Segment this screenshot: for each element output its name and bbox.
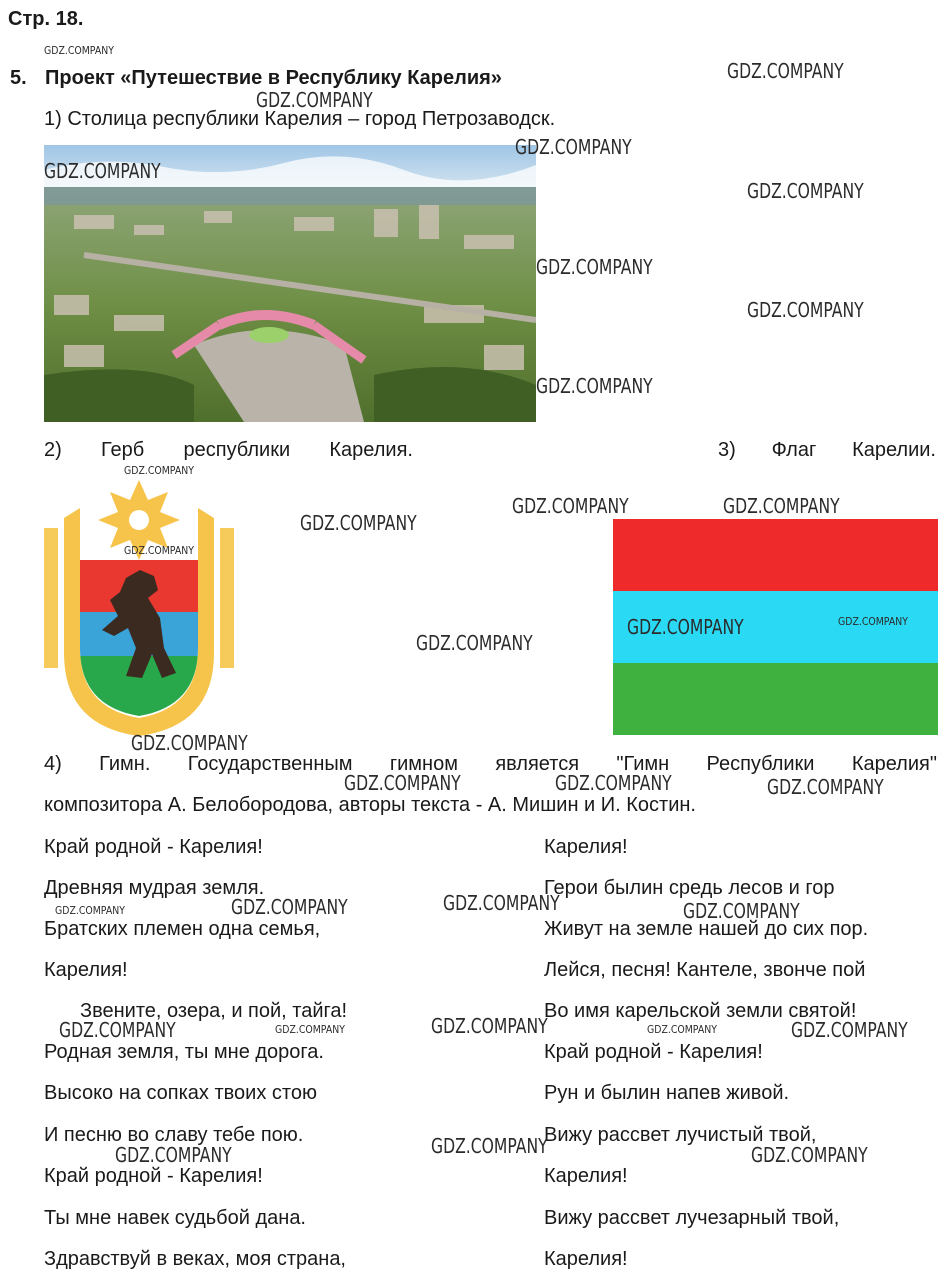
watermark: GDZ.COMPANY <box>44 44 114 57</box>
watermark: GDZ.COMPANY <box>124 464 194 477</box>
anthem-authors-line: композитора А. Белобородова, авторы текста - А. Мишин и И. Костин. <box>44 794 696 816</box>
watermark: GDZ.COMPANY <box>231 895 348 919</box>
caption-word: 2) <box>44 439 62 461</box>
watermark: GDZ.COMPANY <box>515 135 632 159</box>
poem-left-line: Братских племен одна семья, <box>44 918 321 940</box>
poem-left-line: Высоко на сопках твоих стою <box>44 1082 317 1104</box>
poem-left-line: Край родной - Карелия! <box>44 1165 263 1187</box>
watermark: GDZ.COMPANY <box>747 179 864 203</box>
caption-word: Флаг <box>771 439 817 461</box>
city-aerial-image <box>44 145 536 422</box>
caption-word: 3) <box>718 439 736 461</box>
anthem-word: является <box>495 753 580 775</box>
poem-left-line: Здравствуй в веках, моя страна, <box>44 1248 346 1270</box>
poem-left-line: Древняя мудрая земля. <box>44 877 265 899</box>
anthem-word: Карелия" <box>851 753 937 775</box>
poem-right-line: Вижу рассвет лучезарный твой, <box>544 1207 840 1229</box>
watermark: GDZ.COMPANY <box>536 255 653 279</box>
watermark: GDZ.COMPANY <box>443 891 560 915</box>
watermark: GDZ.COMPANY <box>747 298 864 322</box>
flag-green-stripe <box>613 663 938 735</box>
poem-left-line: Родная земля, ты мне дорога. <box>44 1041 324 1063</box>
watermark: GDZ.COMPANY <box>791 1018 908 1042</box>
task-heading <box>10 67 502 90</box>
watermark: GDZ.COMPANY <box>647 1023 717 1036</box>
watermark: GDZ.COMPANY <box>59 1018 176 1042</box>
poem-right-line: Карелия! <box>544 1165 628 1187</box>
poem-right-line: Карелия! <box>544 836 628 858</box>
watermark: GDZ.COMPANY <box>275 1023 345 1036</box>
anthem-word: гимном <box>389 753 458 775</box>
watermark: GDZ.COMPANY <box>416 631 533 655</box>
poem-left-line: Звените, озера, и пой, тайга! <box>80 1000 348 1022</box>
poem-right-line: Во имя карельской земли святой! <box>544 1000 857 1022</box>
anthem-intro-line <box>44 753 937 776</box>
watermark: GDZ.COMPANY <box>431 1134 548 1158</box>
poem-right-line: Край родной - Карелия! <box>544 1041 763 1063</box>
watermark: GDZ.COMPANY <box>627 615 744 639</box>
poem-right-line: Рун и былин напев живой. <box>544 1082 790 1104</box>
petrozavodsk-photo <box>44 145 536 422</box>
watermark: GDZ.COMPANY <box>512 494 629 518</box>
karelia-coat-of-arms <box>44 478 234 736</box>
anthem-word: 4) <box>44 753 62 775</box>
watermark: GDZ.COMPANY <box>115 1143 232 1167</box>
page-label: Стр. 18. <box>8 8 84 30</box>
poem-right-line: Живут на земле нашей до сих пор. <box>544 918 869 940</box>
caption-word: Герб <box>101 439 145 461</box>
caption-word: республики <box>183 439 291 461</box>
watermark: GDZ.COMPANY <box>751 1143 868 1167</box>
watermark: GDZ.COMPANY <box>555 771 672 795</box>
task-number: 5. <box>10 67 27 89</box>
caption-word: Карелии. <box>852 439 936 461</box>
poem-left-line: Край родной - Карелия! <box>44 836 263 858</box>
poem-right-line: Карелия! <box>544 1248 628 1270</box>
caption-word: Карелия. <box>329 439 413 461</box>
watermark: GDZ.COMPANY <box>124 544 194 557</box>
watermark: GDZ.COMPANY <box>300 511 417 535</box>
watermark: GDZ.COMPANY <box>536 374 653 398</box>
capital-line: 1) Столица республики Карелия – город Петрозаводск. <box>44 108 556 130</box>
anthem-word: Гимн. <box>99 753 151 775</box>
poem-left-line: Ты мне навек судьбой дана. <box>44 1207 306 1229</box>
poem-left-line: И песню во славу тебе пою. <box>44 1124 304 1146</box>
watermark: GDZ.COMPANY <box>44 159 161 183</box>
poem-right-line: Герои былин средь лесов и гор <box>544 877 835 899</box>
watermark: GDZ.COMPANY <box>131 731 248 755</box>
watermark: GDZ.COMPANY <box>344 771 461 795</box>
watermark: GDZ.COMPANY <box>723 494 840 518</box>
poem-right-line: Лейся, песня! Кантеле, звонче пой <box>544 959 866 981</box>
poem-left-line: Карелия! <box>44 959 128 981</box>
watermark: GDZ.COMPANY <box>727 59 844 83</box>
watermark: GDZ.COMPANY <box>256 88 373 112</box>
anthem-word: Республики <box>706 753 815 775</box>
coat-of-arms-caption <box>44 439 413 462</box>
watermark: GDZ.COMPANY <box>431 1014 548 1038</box>
watermark: GDZ.COMPANY <box>767 775 884 799</box>
anthem-word: Государственным <box>187 753 353 775</box>
flag-red-stripe <box>613 519 938 591</box>
coat-of-arms-image <box>44 478 234 736</box>
flag-caption <box>718 439 936 462</box>
watermark: GDZ.COMPANY <box>683 899 800 923</box>
watermark: GDZ.COMPANY <box>55 904 125 917</box>
poem-right-line: Вижу рассвет лучистый твой, <box>544 1124 817 1146</box>
task-title: Проект «Путешествие в Республику Карелия» <box>45 67 502 89</box>
anthem-word: "Гимн <box>616 753 670 775</box>
watermark: GDZ.COMPANY <box>838 615 908 628</box>
